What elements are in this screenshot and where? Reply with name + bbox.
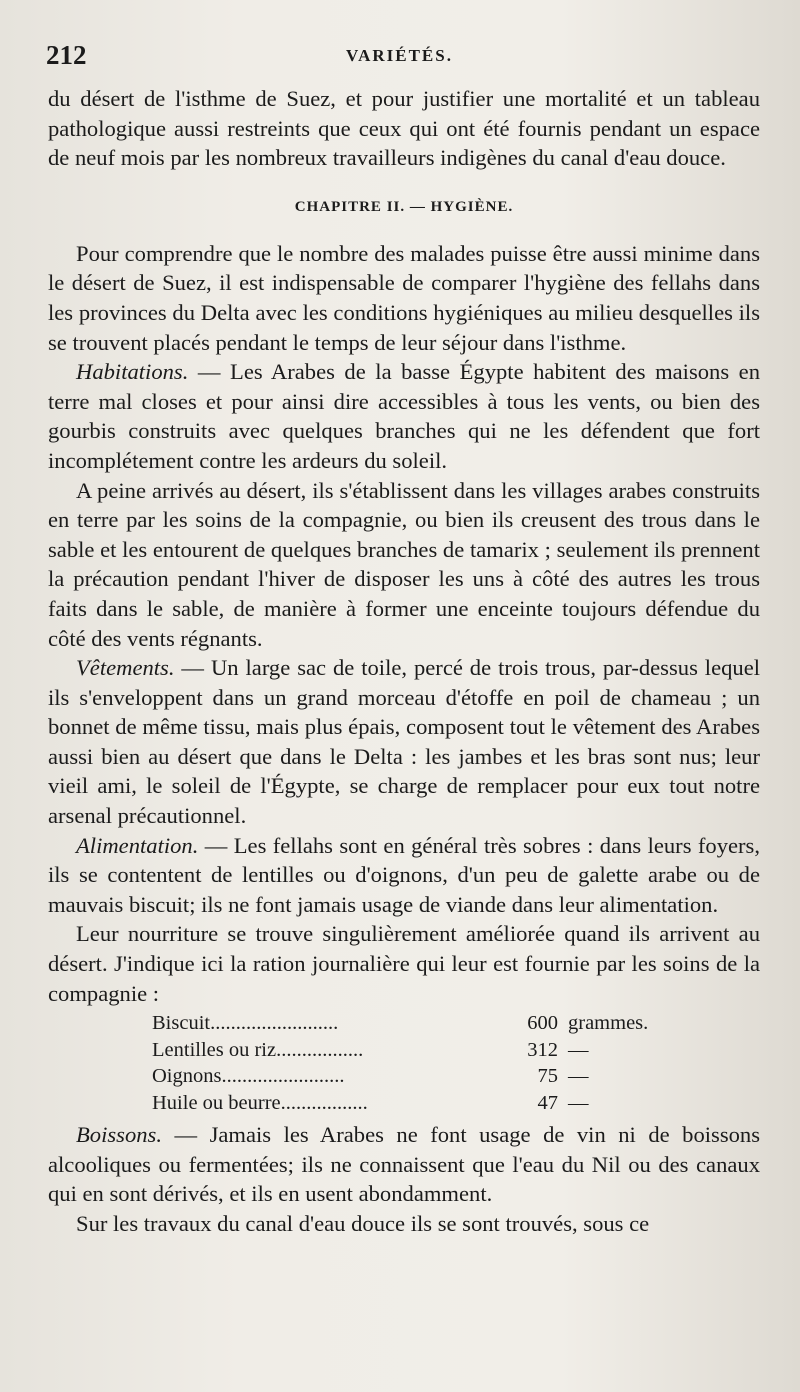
ration-row (152, 1037, 760, 1064)
paragraph-boissons-text: — Jamais les Arabes ne font usage de vin ni de boissons alcooliques ou fermentées; ils ne connaissent que l'eau du Nil ou des canaux qui en sont dérivés, et ils en usent abondamment. (48, 1122, 760, 1207)
ration-qty: 75 (537, 1065, 558, 1088)
ration-row (152, 1063, 760, 1090)
running-head: VARIÉTÉS. (346, 46, 453, 65)
chapter-heading: CHAPITRE II. — HYGIÈNE. (294, 198, 514, 215)
page-body (48, 84, 760, 1239)
ration-unit: — (568, 1065, 589, 1088)
paragraph-habitations (48, 357, 760, 475)
section-label-habitations: Habitations. (76, 359, 189, 385)
paragraph-boissons (48, 1120, 760, 1209)
paragraph-vetements (48, 653, 760, 831)
ration-item: Huile ou beurre................. (152, 1091, 368, 1114)
paragraph-continuation: du désert de l'isthme de Suez, et pour justifier une mortalité et un tableau pathologique aussi restreints que ceux qui ont été fournis pendant un espace de neuf mois par les nombreux travailleurs indigènes du canal d'eau douce. (48, 86, 760, 171)
ration-row (152, 1090, 760, 1117)
ration-qty: 47 (537, 1091, 558, 1114)
ration-unit: grammes. (568, 1012, 649, 1035)
paragraph-nourriture: Leur nourriture se trouve singulièrement améliorée quand ils arrivent au désert. J'indique ici la ration journalière qui leur est fournie par les soins de la compagnie : (48, 921, 760, 1006)
ration-item: Lentilles ou riz................. (152, 1038, 364, 1061)
page-number: 212 (46, 40, 87, 70)
ration-qty: 600 (527, 1012, 558, 1035)
ration-row (152, 1010, 760, 1037)
paragraph-alimentation-text: — Les fellahs sont en général très sobres : dans leurs foyers, ils se contentent de lentilles ou d'oignons, d'un peu de galette arabe ou de mauvais biscuit; ils ne font jamais usage de viande dans leur alimentation. (48, 832, 760, 917)
ration-unit: — (568, 1038, 589, 1061)
paragraph-intro-hygiene: Pour comprendre que le nombre des malades puisse être aussi minime dans le désert de Suez, il est indispensable de comparer l'hygiène des fellahs dans les provinces du Delta avec les conditions hygiéniques au milieu desquelles ils se trouvent placés pendant le temps de leur séjour dans l'isthme. (48, 240, 760, 355)
paragraph-travaux: Sur les travaux du canal d'eau douce ils se sont trouvés, sous ce (76, 1211, 650, 1236)
paragraph-habitations-text: — Les Arabes de la basse Égypte habitent des maisons en terre mal closes et pour ainsi dire accessibles à tous les vents, ou bien des gourbis construits avec quelques branches qui ne les défendent que fort incomplétement contre les ardeurs du soleil. (48, 359, 760, 473)
paragraph-villages: A peine arrivés au désert, ils s'établissent dans les villages arabes construits en terre par les soins de la compagnie, ou bien ils creusent des trous dans le sable et les entourent de quelques branches de tamarix ; seulement ils prennent la précaution pendant l'hiver de disposer les uns à côté des autres les trous faits dans le sable, de manière à former une enceinte toujours défendue du côté des vents régnants. (48, 477, 760, 651)
paragraph-alimentation (48, 831, 760, 920)
paragraph-vetements-text: — Un large sac de toile, percé de trois trous, par-dessus lequel ils s'enveloppent dans un grand morceau d'étoffe en poil de chameau ; un bonnet de même tissu, mais plus épais, composent tout le vêtement des Arabes aussi bien au désert que dans le Delta : les jambes et les bras sont nus; leur vieil ami, le soleil de l'Égypte, se charge de remplacer pour eux tout notre arsenal précautionnel. (48, 655, 760, 829)
ration-table (152, 1010, 760, 1116)
ration-item: Oignons........................ (152, 1065, 345, 1088)
section-label-vetements: Vêtements. (76, 655, 175, 681)
ration-qty: 312 (527, 1038, 558, 1061)
ration-item: Biscuit......................... (152, 1012, 339, 1035)
page-header (46, 40, 760, 76)
ration-unit: — (568, 1091, 589, 1114)
section-label-alimentation: Alimentation. (76, 832, 199, 858)
section-label-boissons: Boissons. (76, 1122, 162, 1148)
